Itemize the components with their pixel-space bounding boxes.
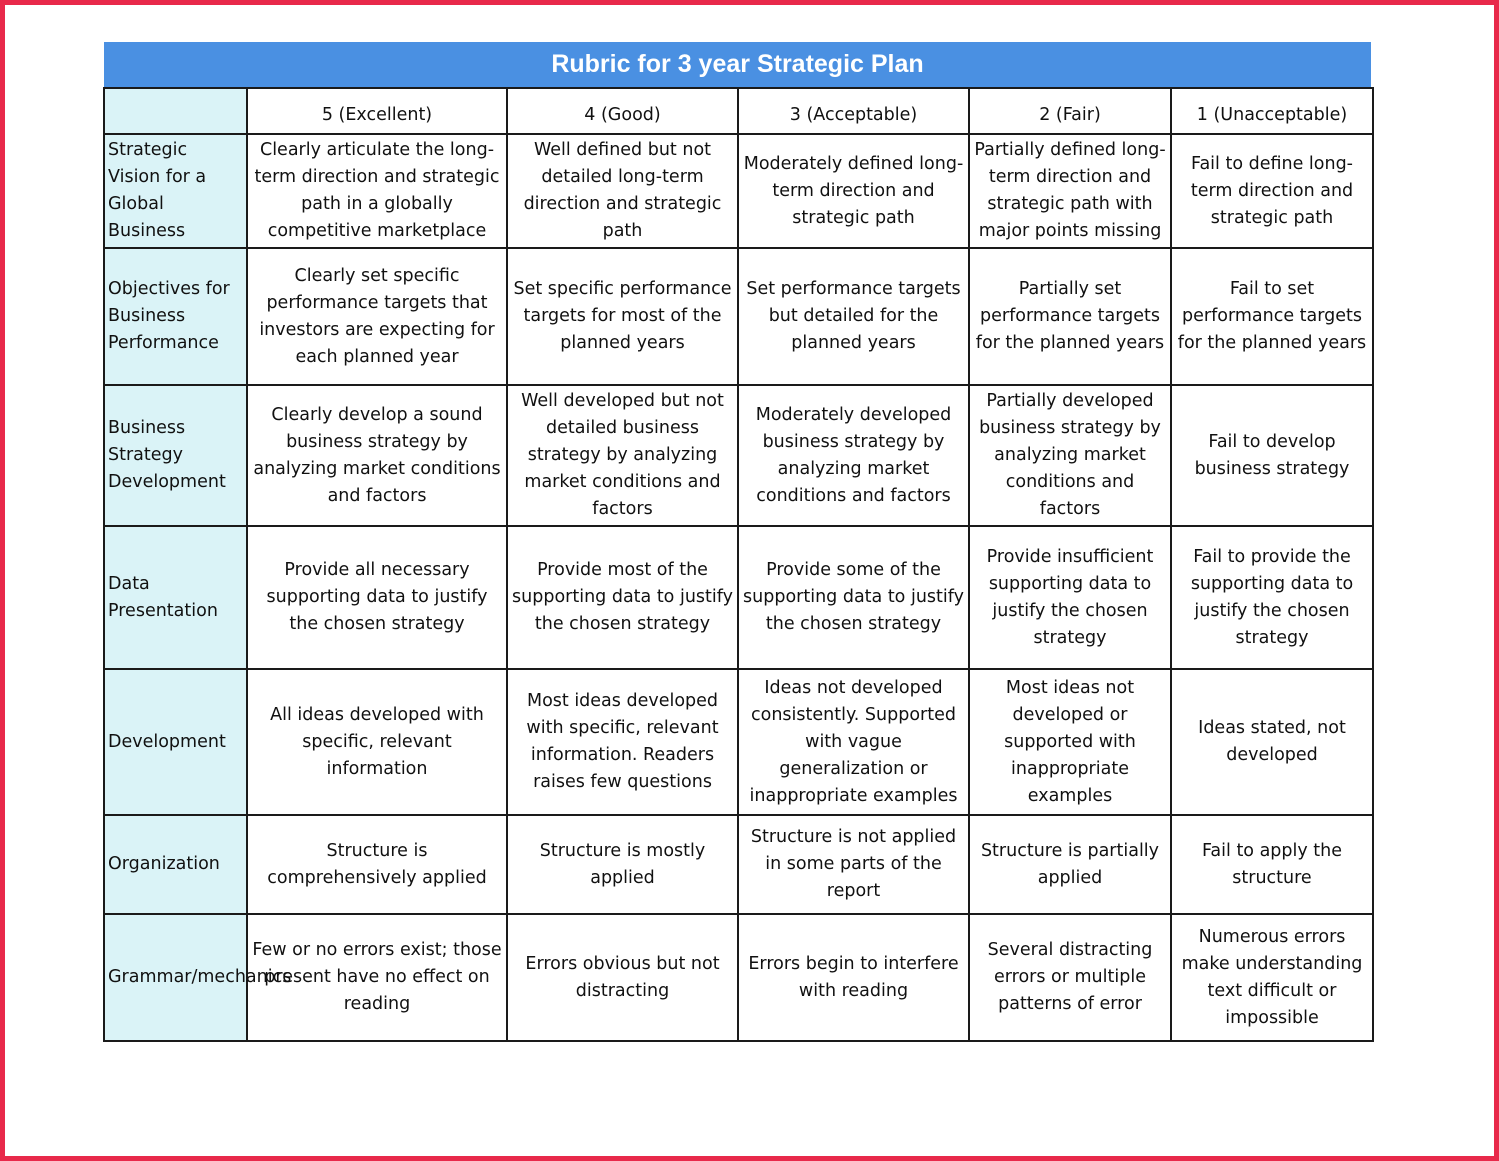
- header-row: [104, 88, 1373, 134]
- rubric-cell: Well developed but not detailed business strategy by analyzing market conditions and factors: [507, 385, 738, 526]
- criterion-column-header: [104, 88, 247, 134]
- criterion-label: Development: [104, 669, 247, 815]
- table-row: [104, 134, 1373, 248]
- rubric-cell: Clearly develop a sound business strategy by analyzing market conditions and factors: [247, 385, 507, 526]
- table-row: [104, 669, 1373, 815]
- rubric-cell: Errors obvious but not distracting: [507, 914, 738, 1041]
- level-header-acceptable: 3 (Acceptable): [738, 88, 969, 134]
- table-row: [104, 385, 1373, 526]
- criterion-label: Business Strategy Development: [104, 385, 247, 526]
- rubric-cell: Fail to develop business strategy: [1171, 385, 1373, 526]
- rubric-table: [103, 87, 1374, 1042]
- rubric-cell: Set specific performance targets for most of the planned years: [507, 248, 738, 385]
- level-header-fair: 2 (Fair): [969, 88, 1171, 134]
- rubric-cell: Clearly set specific performance targets that investors are expecting for each planned year: [247, 248, 507, 385]
- rubric-cell: Moderately developed business strategy by analyzing market conditions and factors: [738, 385, 969, 526]
- criterion-label: Organization: [104, 815, 247, 914]
- level-header-excellent: 5 (Excellent): [247, 88, 507, 134]
- rubric-cell: Set performance targets but detailed for the planned years: [738, 248, 969, 385]
- criterion-label: Strategic Vision for a Global Business: [104, 134, 247, 248]
- rubric-cell: All ideas developed with specific, relevant information: [247, 669, 507, 815]
- rubric-cell: Fail to provide the supporting data to justify the chosen strategy: [1171, 526, 1373, 669]
- rubric-title: Rubric for 3 year Strategic Plan: [104, 42, 1371, 87]
- rubric-cell: Well defined but not detailed long-term direction and strategic path: [507, 134, 738, 248]
- criterion-label: Grammar/mechanics: [104, 914, 247, 1041]
- rubric-cell: Structure is mostly applied: [507, 815, 738, 914]
- rubric-cell: Ideas not developed consistently. Supported with vague generalization or inappropriate examples: [738, 669, 969, 815]
- table-row: [104, 914, 1373, 1041]
- rubric-cell: Fail to set performance targets for the planned years: [1171, 248, 1373, 385]
- level-header-good: 4 (Good): [507, 88, 738, 134]
- rubric-cell: Structure is comprehensively applied: [247, 815, 507, 914]
- rubric-cell: Partially developed business strategy by analyzing market conditions and factors: [969, 385, 1171, 526]
- rubric-cell: Structure is partially applied: [969, 815, 1171, 914]
- rubric-cell: Clearly articulate the long-term direction and strategic path in a globally competitive marketplace: [247, 134, 507, 248]
- rubric-cell: Provide all necessary supporting data to justify the chosen strategy: [247, 526, 507, 669]
- rubric-cell: Several distracting errors or multiple patterns of error: [969, 914, 1171, 1041]
- level-header-unacceptable: 1 (Unacceptable): [1171, 88, 1373, 134]
- rubric-cell: Fail to apply the structure: [1171, 815, 1373, 914]
- rubric-cell: Numerous errors make understanding text difficult or impossible: [1171, 914, 1373, 1041]
- table-row: [104, 526, 1373, 669]
- rubric-cell: Provide most of the supporting data to justify the chosen strategy: [507, 526, 738, 669]
- rubric-cell: Structure is not applied in some parts of the report: [738, 815, 969, 914]
- rubric-cell: Few or no errors exist; those present have no effect on reading: [247, 914, 507, 1041]
- rubric-cell: Errors begin to interfere with reading: [738, 914, 969, 1041]
- rubric-cell: Provide some of the supporting data to justify the chosen strategy: [738, 526, 969, 669]
- rubric-cell: Partially set performance targets for the planned years: [969, 248, 1171, 385]
- table-row: [104, 815, 1373, 914]
- rubric-cell: Ideas stated, not developed: [1171, 669, 1373, 815]
- criterion-label: Data Presentation: [104, 526, 247, 669]
- rubric-cell: Most ideas developed with specific, relevant information. Readers raises few questions: [507, 669, 738, 815]
- rubric-cell: Moderately defined long-term direction and strategic path: [738, 134, 969, 248]
- rubric-cell: Partially defined long-term direction and strategic path with major points missing: [969, 134, 1171, 248]
- rubric-cell: Most ideas not developed or supported with inappropriate examples: [969, 669, 1171, 815]
- table-row: [104, 248, 1373, 385]
- rubric-cell: Fail to define long-term direction and strategic path: [1171, 134, 1373, 248]
- criterion-label: Objectives for Business Performance: [104, 248, 247, 385]
- rubric-cell: Provide insufficient supporting data to justify the chosen strategy: [969, 526, 1171, 669]
